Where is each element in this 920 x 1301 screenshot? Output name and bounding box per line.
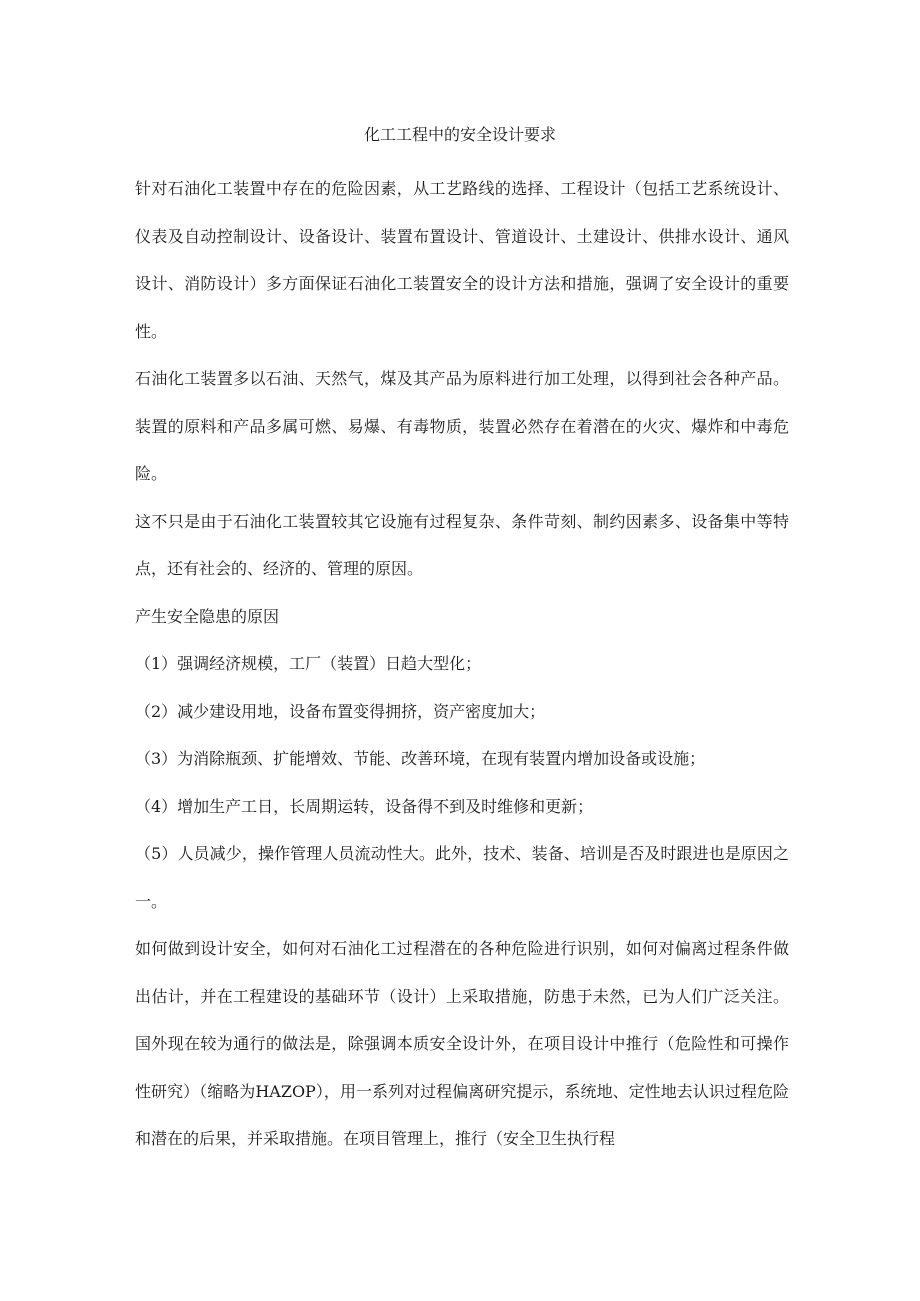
list-item-4: （4）增加生产工日，长周期运转，设备得不到及时维修和更新； bbox=[135, 796, 594, 816]
paragraph-materials: 石油化工装置多以石油、天然气，煤及其产品为原料进行加工处理，以得到社会各种产品。装置的原料和产品多属可燃、易爆、有毒物质，装置必然存在着潜在的火灾、爆炸和中毒危险。 bbox=[135, 369, 789, 483]
list-item-5: （5）人员减少，操作管理人员流动性大。此外，技术、装备、培训是否及时跟进也是原因之一。 bbox=[135, 844, 789, 911]
list-item-2: （2）减少建设用地，设备布置变得拥挤，资产密度加大； bbox=[135, 701, 546, 721]
paragraph-intro: 针对石油化工装置中存在的危险因素，从工艺路线的选择、工程设计（包括工艺系统设计、仪表及自动控制设计、设备设计、装置布置设计、管道设计、土建设计、供排水设计、通风设计、消防设计）多方面保证石油化工装置安全的设计方法和措施，强调了安全设计的重要性。 bbox=[135, 179, 789, 341]
document-title: 化工工程中的安全设计要求 bbox=[363, 125, 556, 144]
list-item-1: （1）强调经济规模，工厂（装置）日趋大型化； bbox=[135, 654, 482, 673]
paragraph-safe-design: 如何做到设计安全，如何对石油化工过程潜在的各种危险进行识别，如何对偏离过程条件做出估计，并在工程建设的基础环节（设计）上采取措施，防患于未然，已为人们广泛关注。国外现在较为通行的做法是，除强调本质安全设计外，在项目设计中推行（危险性和可操作性研究）（缩略为HAZOP），用一系列对过程偏离研究提示，系统地、定性地去认识过程危险和潜在的后果，并采取措施。在项目管理上，推行（安全卫生执行程 bbox=[135, 939, 789, 1148]
list-item-3: （3）为消除瓶颈、扩能增效、节能、改善环境，在现有装置内增加设备或设施； bbox=[135, 749, 706, 768]
section-heading-hazard-causes: 产生安全隐患的原因 bbox=[135, 606, 280, 626]
paragraph-characteristics: 这不只是由于石油化工装置较其它设施有过程复杂、条件苛刻、制约因素多、设备集中等特点，还有社会的、经济的、管理的原因。 bbox=[135, 511, 789, 578]
document-body bbox=[135, 165, 789, 1163]
